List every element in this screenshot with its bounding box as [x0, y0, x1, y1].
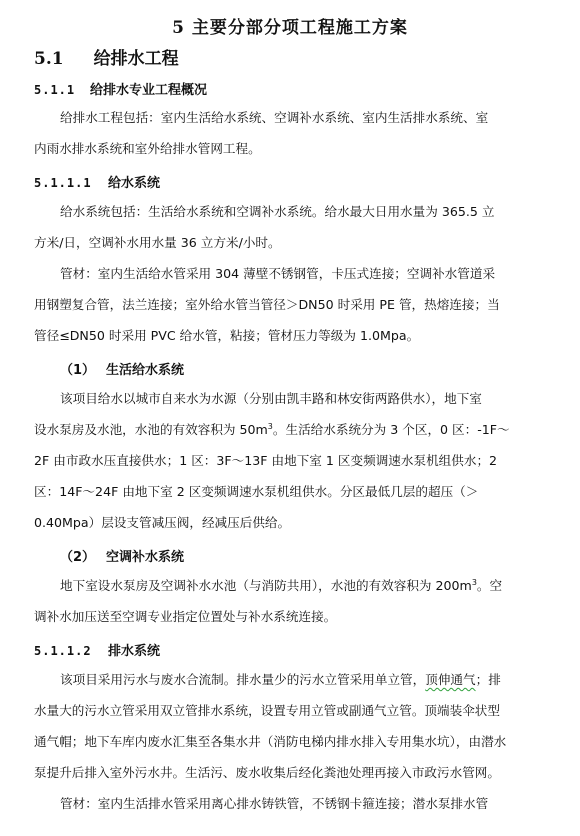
paragraph-line: 管材：室内生活给水管采用 304 薄壁不锈钢管，卡压式连接；空调补水管道采 [60, 266, 496, 281]
paragraph-line: 泵提升后排入室外污水井。生活污、废水收集后经化粪池处理再接入市政污水管网。 [34, 765, 500, 780]
superscript: 3 [267, 421, 273, 431]
subsection-title: 排水系统 [108, 644, 161, 659]
item-number: （1） [60, 363, 96, 378]
chapter-title: 5 主要分部分项工程施工方案 [172, 18, 408, 38]
paragraph-line: 用钢塑复合管，法兰连接；室外给水管当管径＞DN50 时采用 PE 管，热熔连接；当 [34, 297, 500, 312]
subsection-heading-5-1-1 [34, 79, 207, 98]
paragraph-line: 给水系统包括：生活给水系统和空调补水系统。给水最大日用水量为 365.5 立 [60, 204, 495, 219]
paragraph-line: 内雨水排水系统和室外给排水管网工程。 [34, 141, 261, 156]
superscript: 3 [471, 577, 477, 587]
item-number: （2） [60, 550, 96, 565]
subsection-heading-5-1-1-1 [34, 172, 160, 191]
paragraph-line: 2F 由市政水压直接供水；1 区：3F～13F 由地下室 1 区变频调速水泵机组供水；2 [34, 453, 498, 468]
section-heading [34, 44, 179, 69]
item-title: 生活给水系统 [106, 363, 185, 378]
subsection-heading-5-1-1-2 [34, 640, 160, 659]
subsection-title: 给水系统 [108, 176, 161, 191]
paragraph-line: 通气帽；地下车库内废水汇集至各集水井（消防电梯内排水排入专用集水坑），由潜水 [34, 734, 507, 749]
item-heading-1 [60, 359, 184, 378]
paragraph-line: 0.40Mpa）层设支管减压阀，经减压后供给。 [34, 515, 291, 530]
paragraph-line: 该项目采用污水与废水合流制。排水量少的污水立管采用单立管，顶伸通气；排 [60, 672, 501, 687]
paragraph-line: 区：14F～24F 由地下室 2 区变频调速水泵机组供水。分区最低几层的超压（＞ [34, 484, 479, 499]
paragraph-line: 调补水加压送至空调专业指定位置处与补水系统连接。 [34, 609, 337, 624]
item-title: 空调补水系统 [106, 550, 185, 565]
subsection-title: 给排水专业工程概况 [90, 83, 208, 98]
section-number: 5.1 [34, 49, 64, 69]
paragraph-line: 给排水工程包括：室内生活给水系统、空调补水系统、室内生活排水系统、室 [60, 110, 489, 125]
paragraph-line: 管径≤DN50 时采用 PVC 给水管，粘接；管材压力等级为 1.0Mpa。 [34, 328, 420, 343]
subsection-number: 5.1.1.2 [34, 644, 92, 658]
item-heading-2 [60, 546, 184, 565]
paragraph-line: 方米/日，空调补水用水量 36 立方米/小时。 [34, 235, 281, 250]
paragraph-line: 该项目给水以城市自来水为水源（分别由凯丰路和林安街两路供水），地下室 [60, 391, 482, 406]
subsection-number: 5.1.1 [34, 83, 76, 97]
paragraph-line: 设水泵房及水池，水池的有效容积为 $50m^3$。生活给水系统分为 3 个区，0 区：-1F～ [34, 421, 510, 437]
spellcheck-underlined-text: 顶伸通气 [425, 672, 476, 687]
paragraph-line: 水量大的污水立管采用双立管排水系统，设置专用立管或副通气立管。顶端装伞状型 [34, 703, 500, 718]
paragraph-line: 地下室设水泵房及空调补水水池（与消防共用），水池的有效容积为 $200m^3$。空 [60, 577, 503, 593]
subsection-number: 5.1.1.1 [34, 176, 92, 190]
section-title: 给排水工程 [93, 49, 179, 69]
paragraph-line: 管材：室内生活排水管采用离心排水铸铁管，不锈钢卡箍连接；潜水泵排水管 [60, 796, 489, 811]
